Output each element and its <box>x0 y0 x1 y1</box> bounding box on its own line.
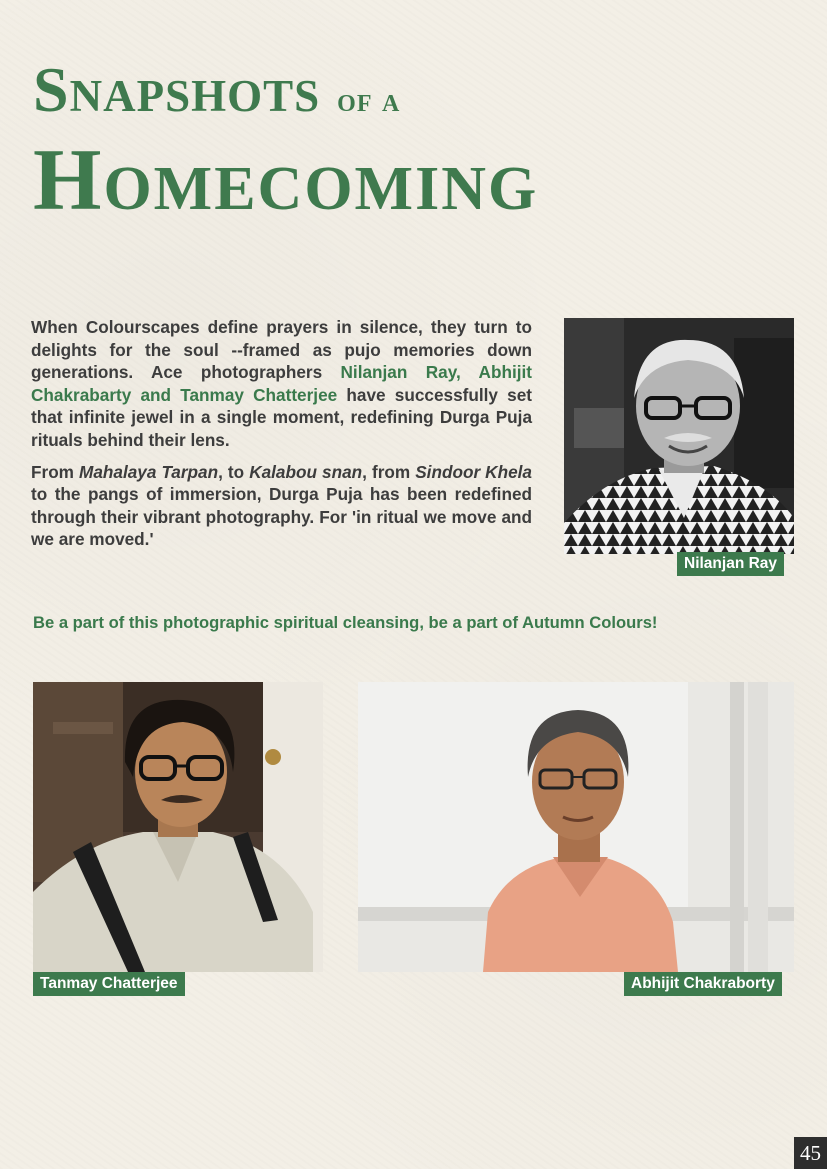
call-to-action: Be a part of this photographic spiritual cleansing, be a part of Autumn Colours! <box>33 613 658 632</box>
ritual-kalabou: Kalabou snan <box>249 461 363 482</box>
caption-tanmay-chatterjee: Tanmay Chatterjee <box>33 972 185 996</box>
photo-abhijit-chakraborty <box>358 682 794 972</box>
intro-p2-c: , from <box>362 461 416 482</box>
photo-tanmay-chatterjee <box>33 682 323 972</box>
intro-p1-lead: When Colourscapes define prayers in silence, they turn to delights for the soul --framed as pujo memories down generations. Ace photographers <box>31 317 532 383</box>
title-word-of-a: of a <box>337 82 401 119</box>
intro-p2-a: From <box>31 461 80 482</box>
intro-paragraph-1 <box>31 316 532 452</box>
intro-paragraph-2 <box>31 461 532 551</box>
title-word-homecoming: Homecoming <box>33 132 539 229</box>
photographer-names: Nilanjan Ray, Abhijit Chakrabarty and Tanmay Chatterjee <box>31 362 532 405</box>
intro-text <box>31 316 532 560</box>
caption-abhijit-chakraborty: Abhijit Chakraborty <box>624 972 782 996</box>
intro-p2-d: to the pangs of immersion, Durga Puja has been redefined through their vibrant photography. For 'in ritual we move and we are moved.' <box>31 484 532 550</box>
page-number: 45 <box>794 1137 827 1169</box>
intro-p2-b: , to <box>218 461 250 482</box>
intro-p1-tail: have successfully set that infinite jewel in a single moment, redefining Durga Puja rituals behind their lens. <box>31 384 532 450</box>
title-word-snapshots: Snapshots <box>33 54 321 125</box>
page-title <box>33 54 539 229</box>
ritual-mahalaya: Mahalaya Tarpan <box>79 461 219 482</box>
photo-nilanjan-ray <box>564 318 794 554</box>
caption-nilanjan-ray: Nilanjan Ray <box>677 552 784 576</box>
ritual-sindoor: Sindoor Khela <box>415 461 532 482</box>
